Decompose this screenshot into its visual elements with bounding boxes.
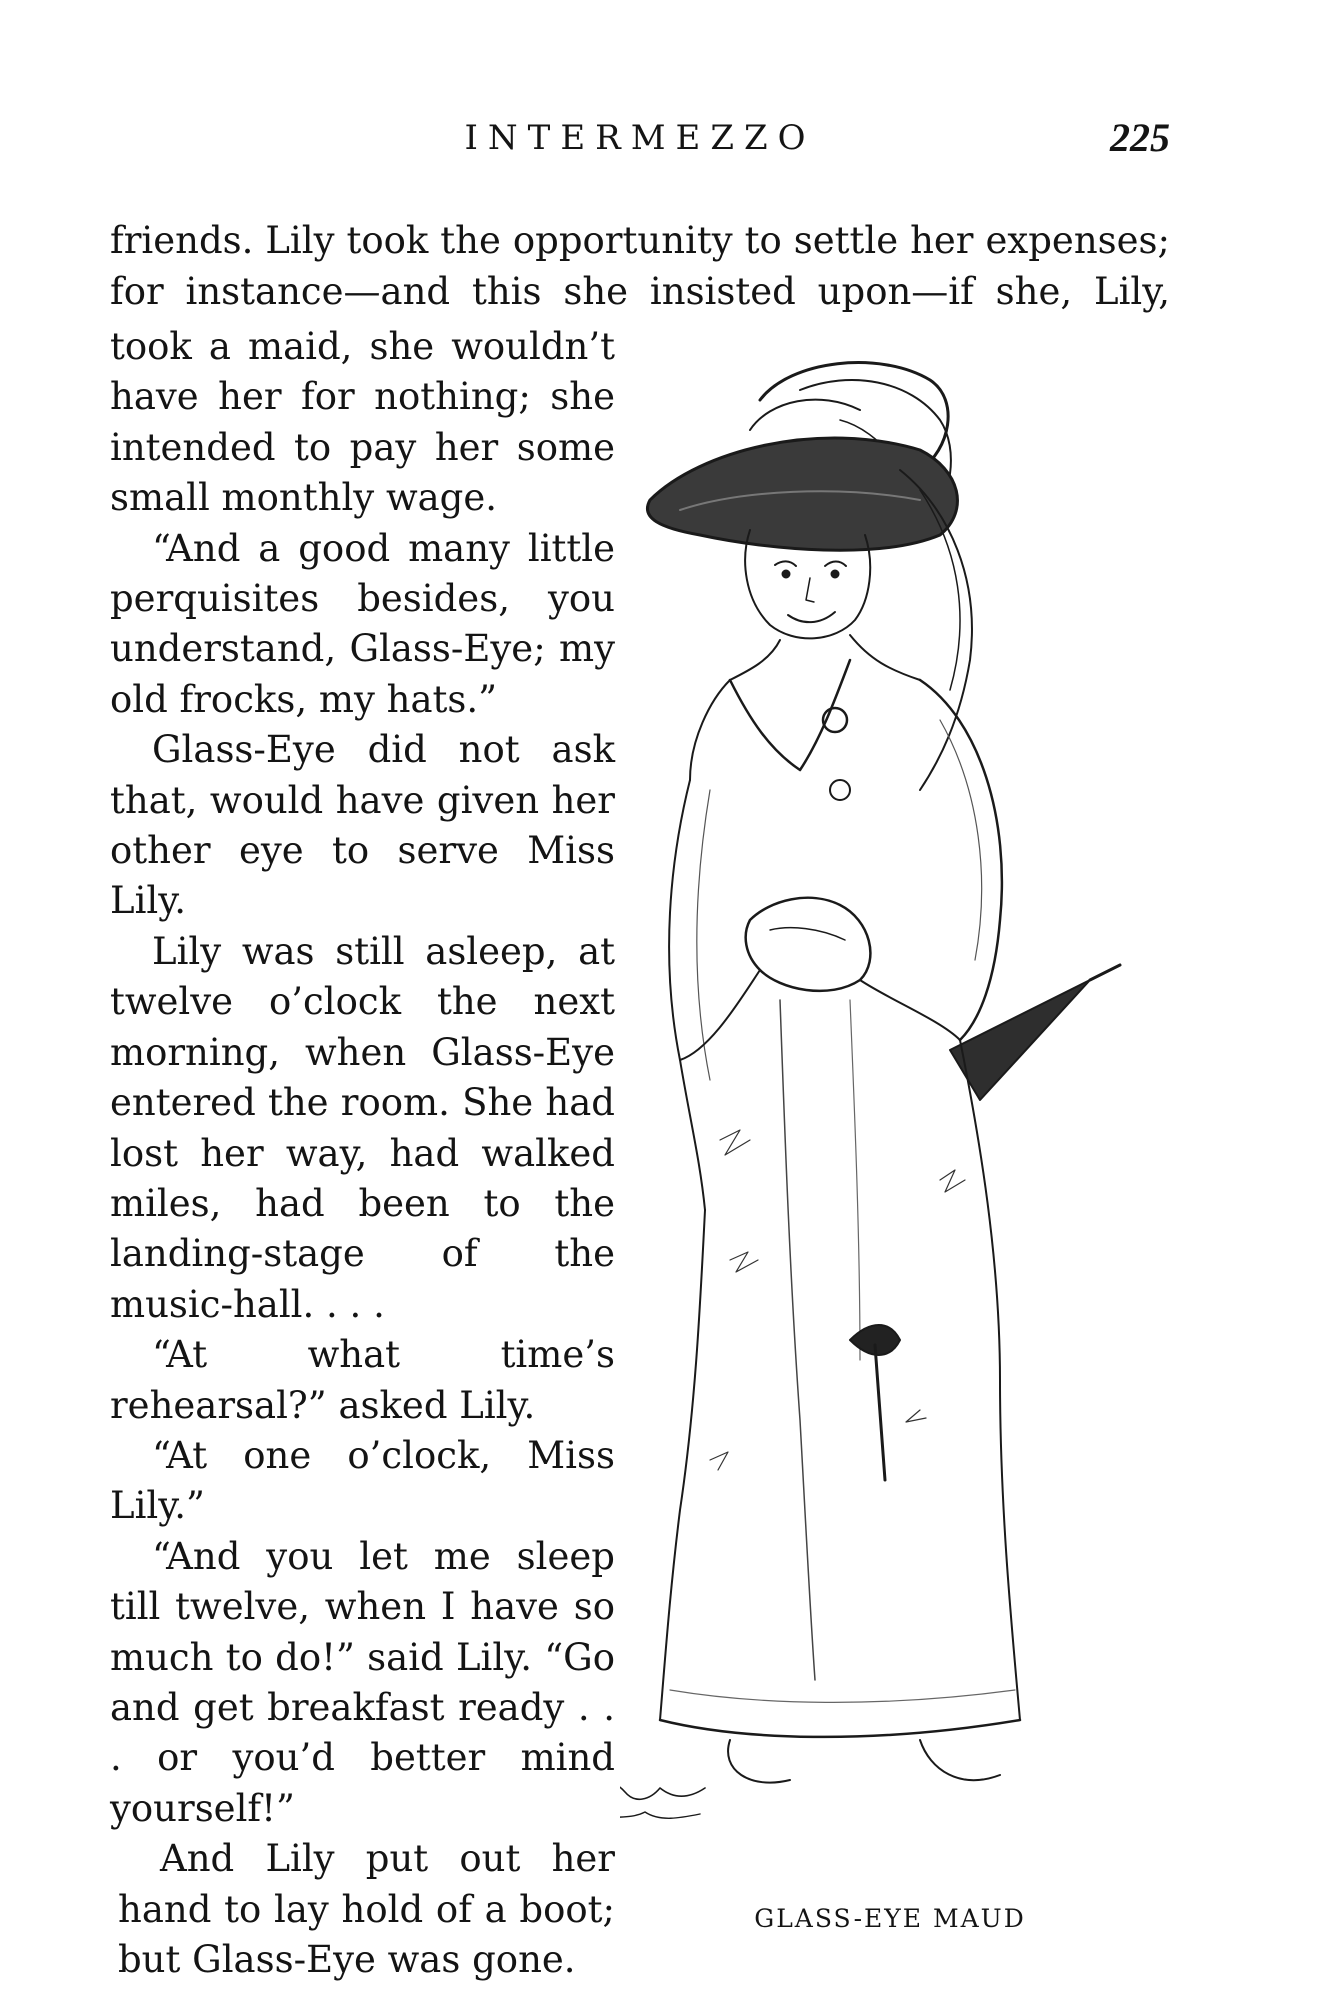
woman-sketch-illustration [620,360,1320,1880]
paragraph: “At one o’clock, Miss Lily.” [110,1433,615,1528]
paragraph: took a maid, she wouldn’t have her for nothing; she intended to pay her some small monthly wage. [110,325,615,520]
paragraph: “And a good many little perquisites besides, you understand, Glass-Eye; my old frocks, my hats.” [110,526,615,721]
page-header [110,115,1170,168]
figure-caption: GLASS-EYE MAUD [754,1904,1026,1933]
paragraph: “And you let me sleep till twelve, when I have so much to do!” said Lily. “Go and get breakfast ready . . . or you’d better mind yourself!” [110,1534,615,1830]
paragraph: And Lily put out her hand to lay hold of a boot; but Glass-Eye was gone. [118,1837,615,1981]
paragraph: Glass-Eye did not ask that, would have given her other eye to serve Miss Lily. [110,728,615,923]
paragraph-top: friends. Lily took the opportunity to settle her expenses; for instance—and this she insisted upon—if she, Lily, [110,219,1170,313]
paragraph: Lily was still asleep, at twelve o’clock the next morning, when Glass-Eye entered the room. She had lost her way, had walked miles, had been to the landing-stage of the music-hall. . . . [110,929,615,1326]
paragraph: “At what time’s rehearsal?” asked Lily. [110,1333,615,1427]
column-text [110,322,615,1985]
page-number: 225 [1110,115,1170,160]
full-width-text [110,215,1170,317]
running-title: INTERMEZZO [464,118,816,158]
